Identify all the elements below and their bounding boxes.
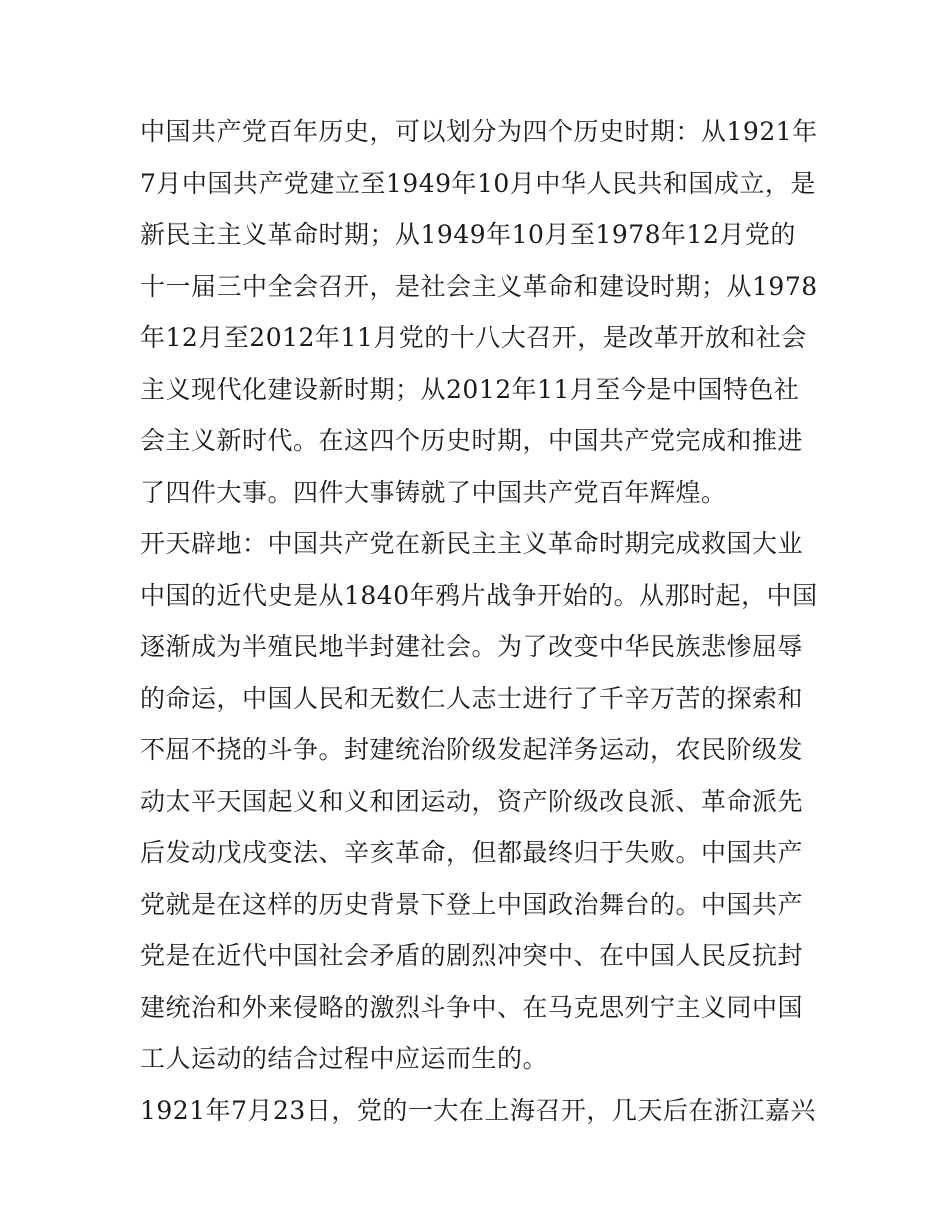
document-body [140,106,820,1136]
paragraph-first-congress: 1921年7月23日，党的一大在上海召开，几天后在浙江嘉兴 [140,1095,816,1125]
paragraph-section-heading: 开天辟地：中国共产党在新民主主义革命时期完成救国大业 [140,529,804,558]
paragraph-modern-history: 中国的近代史是从1840年鸦片战争开始的。从那时起，中国逐渐成为半殖民地半封建社会。为了改变中华民族悲惨屈辱的命运，中国人民和无数仁人志士进行了千辛万苦的探索和不屈不挠的斗争。封建统治阶级发起洋务运动，农民阶级发动太平天国起义和义和团运动，资产阶级改良派、革命派先后发动戊戌变法、辛亥革命，但都最终归于失败。中国共产党就是在这样的历史背景下登上中国政治舞台的。中国共产党是在近代中国社会矛盾的剧烈冲突中、在中国人民反抗封建统治和外来侵略的激烈斗争中、在马克思列宁主义同中国工人运动的结合过程中应运而生的。 [140,580,818,1073]
paragraph-intro: 中国共产党百年历史，可以划分为四个历史时期：从1921年7月中国共产党建立至1949年10月中华人民共和国成立，是新民主主义革命时期；从1949年10月至1978年12月党的十一届三中全会召开，是社会主义革命和建设时期；从1978年12月至2012年11月党的十八大召开，是改革开放和社会主义现代化建设新时期；从2012年11月至今是中国特色社会主义新时代。在这四个历史时期，中国共产党完成和推进了四件大事。四件大事铸就了中国共产党百年辉煌。 [140,117,818,507]
